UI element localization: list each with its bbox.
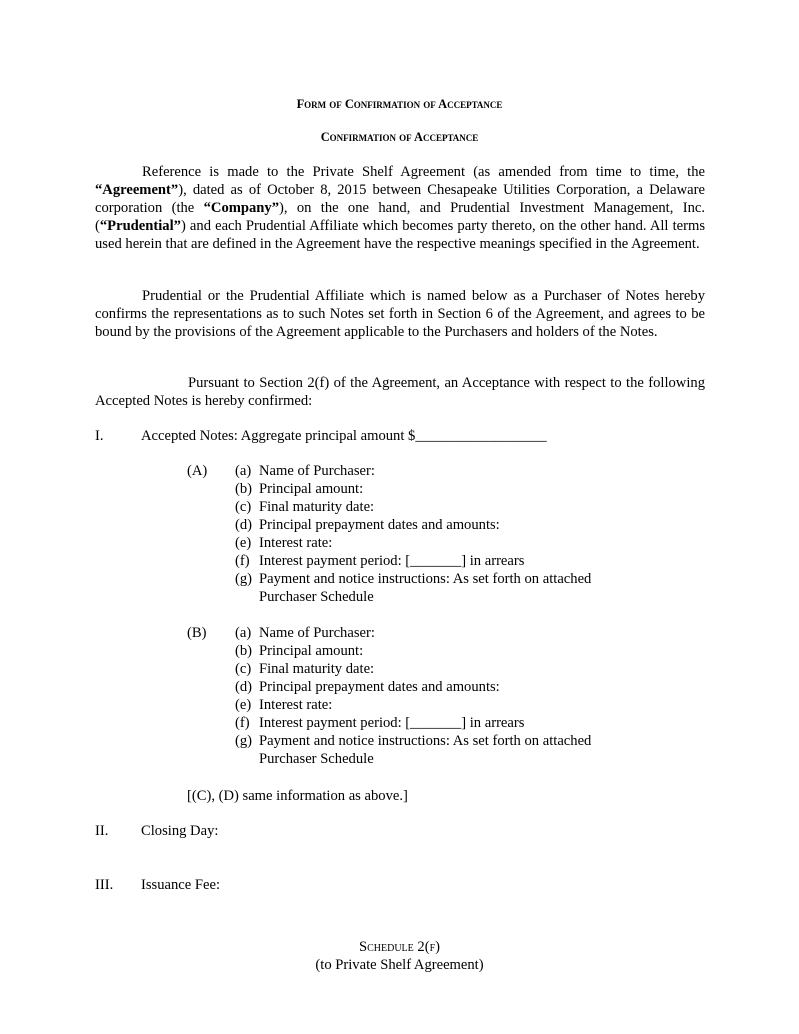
paragraph-confirmation bbox=[95, 287, 705, 341]
groupA-item-letter: (f) bbox=[235, 553, 250, 569]
paragraph-reference bbox=[95, 163, 705, 253]
groupB-item-continuation: Purchaser Schedule bbox=[259, 751, 374, 767]
groupB-item-letter: (a) bbox=[235, 625, 252, 641]
groupA-item-letter: (c) bbox=[235, 499, 252, 515]
paragraph-pursuant-text: Pursuant to Section 2(f) of the Agreement, an Acceptance with respect to the following Accepted Notes is hereby confirmed: bbox=[95, 375, 705, 409]
term-agreement: “Agreement” bbox=[95, 182, 179, 198]
paragraph-reference-text-1: Reference is made to the Private Shelf Agreement (as amended from time to time, the bbox=[142, 164, 705, 180]
groupA-item-continuation: Purchaser Schedule bbox=[259, 589, 374, 605]
groupB-item-text: Final maturity date: bbox=[259, 661, 375, 677]
groupB-item-letter: (c) bbox=[235, 661, 252, 677]
form-title: Form of Confirmation of Acceptance bbox=[296, 97, 503, 111]
groupA-item-text: Interest payment period: [_______] in arrears bbox=[259, 553, 525, 569]
section-i-number: I. bbox=[95, 428, 104, 444]
groupB-item-letter: (e) bbox=[235, 697, 252, 713]
footer-schedule: Schedule 2(f) bbox=[358, 939, 440, 955]
groupA-item-text: Name of Purchaser: bbox=[259, 463, 375, 479]
groupB-item-letter: (f) bbox=[235, 715, 250, 731]
groupA-item-text: Principal amount: bbox=[259, 481, 364, 497]
term-prudential: “Prudential” bbox=[99, 218, 181, 234]
groupB-item-text: Principal prepayment dates and amounts: bbox=[259, 679, 500, 695]
footer-subtitle: (to Private Shelf Agreement) bbox=[315, 957, 484, 973]
group-a-label: (A) bbox=[187, 463, 208, 479]
section-ii-number: II. bbox=[95, 823, 109, 839]
groupB-item-letter: (d) bbox=[235, 679, 253, 695]
groupB-item-text: Principal amount: bbox=[259, 643, 364, 659]
paragraph-reference-text-2: ), dated as of October 8, 2015 between Chesapeake Utilities Corporation, a Delaware corporation (the bbox=[95, 182, 705, 216]
groupA-item-text: Interest rate: bbox=[259, 535, 333, 551]
groupB-item-letter: (g) bbox=[235, 733, 253, 749]
group-c-d-note: [(C), (D) same information as above.] bbox=[187, 788, 408, 804]
groupB-item-text: Interest payment period: [_______] in arrears bbox=[259, 715, 525, 731]
document-title: Confirmation of Acceptance bbox=[320, 130, 479, 144]
groupA-item-letter: (b) bbox=[235, 481, 253, 497]
groupA-item-text: Final maturity date: bbox=[259, 499, 375, 515]
term-company: “Company” bbox=[203, 200, 280, 216]
groupA-item-text: Principal prepayment dates and amounts: bbox=[259, 517, 500, 533]
groupA-item-letter: (e) bbox=[235, 535, 252, 551]
section-ii-text: Closing Day: bbox=[141, 823, 219, 839]
groupA-item-letter: (d) bbox=[235, 517, 253, 533]
groupB-item-letter: (b) bbox=[235, 643, 253, 659]
groupB-item-text: Payment and notice instructions: As set forth on attached bbox=[259, 733, 592, 749]
paragraph-reference-text-4: ) and each Prudential Affiliate which becomes party thereto, on the other hand. All terms used herein that are defined in the Agreement have the respective meanings specified in the Agreement. bbox=[95, 218, 705, 252]
group-b-label: (B) bbox=[187, 625, 207, 641]
section-iii-number: III. bbox=[95, 877, 114, 893]
paragraph-reference-text-3: ), on the one hand, and Prudential Investment Management, Inc. ( bbox=[95, 200, 705, 234]
groupB-item-text: Name of Purchaser: bbox=[259, 625, 375, 641]
groupA-item-letter: (g) bbox=[235, 571, 253, 587]
groupA-item-text: Payment and notice instructions: As set forth on attached bbox=[259, 571, 592, 587]
paragraph-pursuant bbox=[95, 374, 705, 410]
paragraph-confirmation-text: Prudential or the Prudential Affiliate which is named below as a Purchaser of Notes hereby confirms the representations as to such Notes set forth in Section 6 of the Agreement, and agrees to be bound by the provisions of the Agreement applicable to the Purchasers and holders of the Notes. bbox=[95, 288, 705, 340]
section-i-text: Accepted Notes: Aggregate principal amount $__________________ bbox=[141, 428, 547, 444]
section-iii-text: Issuance Fee: bbox=[141, 877, 221, 893]
groupB-item-text: Interest rate: bbox=[259, 697, 333, 713]
groupA-item-letter: (a) bbox=[235, 463, 252, 479]
